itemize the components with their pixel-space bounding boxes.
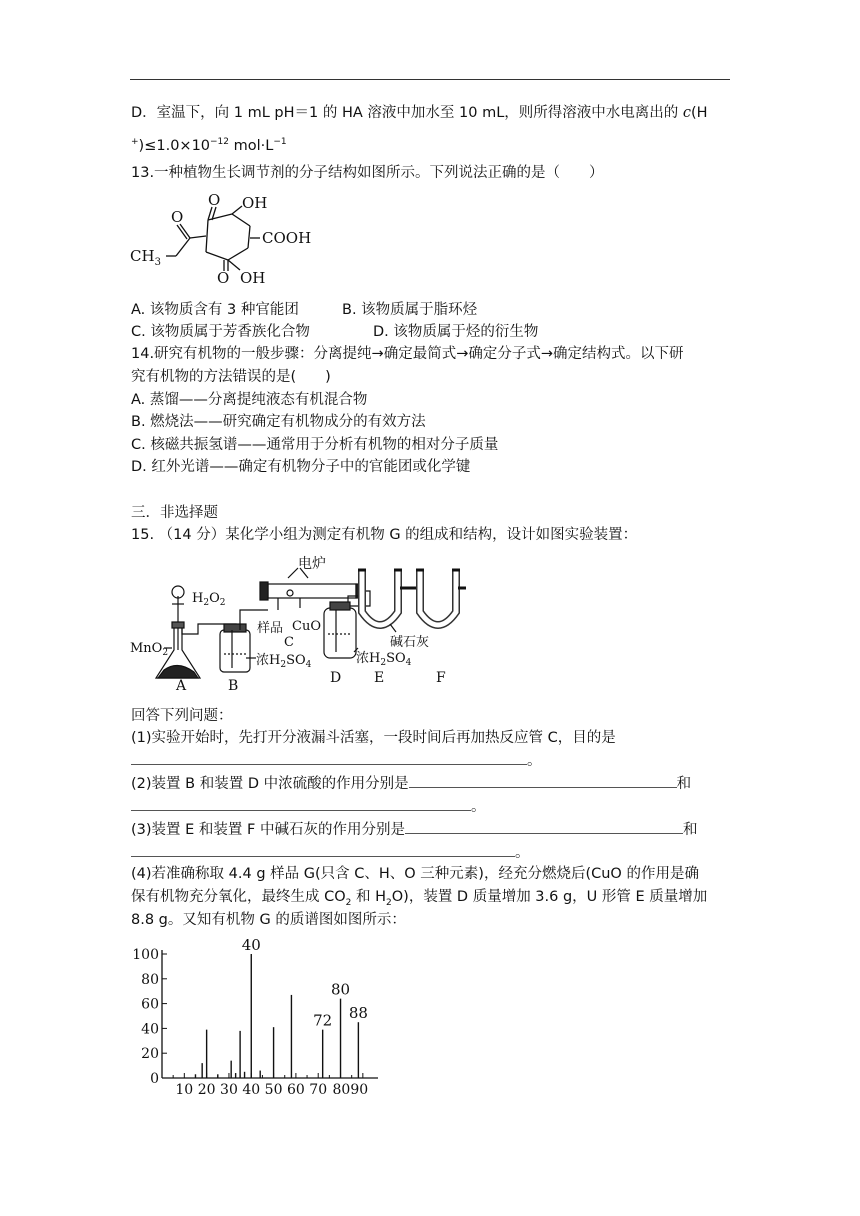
- q13-option-c: C. 该物质属于芳香族化合物: [131, 324, 310, 340]
- option-d-value: )≤1.0×10: [138, 137, 211, 154]
- cuo-label: CuO: [292, 619, 321, 634]
- y-tick-label: 0: [150, 1071, 159, 1087]
- peak-label: 40: [241, 938, 261, 954]
- label-e: E: [374, 670, 385, 686]
- label-a: A: [176, 678, 187, 692]
- option-d-h: (H: [691, 105, 708, 121]
- q14-option-b: B. 燃烧法——研究确定有机物成分的有效方法: [131, 414, 426, 430]
- answer-heading: 回答下列问题：: [131, 708, 233, 724]
- part-2-text: (2)装置 B 和装置 D 中浓硫酸的作用分别是 和: [131, 773, 691, 794]
- y-tick-label: 80: [141, 971, 159, 988]
- part-4-line-2: 保有机物充分氧化，最终生成 $CO_2$ 和 $H_2O$)，装置 D 质量增加 3.6 g，U 形管 E 质量增加: [131, 889, 708, 908]
- bottle-d: [324, 608, 356, 658]
- part-3-blank-line: 。: [131, 842, 530, 863]
- mno2-label: MnO$_2$: [130, 641, 169, 658]
- exp-sup: −12: [210, 137, 230, 147]
- peak-label: 80: [330, 980, 351, 999]
- section-3-heading: 三．非选择题: [131, 505, 218, 521]
- x-tick-label: 10: [175, 1082, 194, 1098]
- apparatus-diagram: [128, 552, 468, 692]
- peak-label: 72: [313, 1011, 333, 1030]
- answer-blank[interactable]: [131, 842, 515, 857]
- peak-label: 88: [348, 1004, 368, 1023]
- q13-stem: 13.一种植物生长调节剂的分子结构如图所示。下列说法正确的是（ ）: [131, 165, 604, 181]
- y-tick-label: 100: [132, 947, 159, 963]
- x-tick-label: 70: [309, 1082, 328, 1098]
- x-tick-label: 40: [242, 1082, 261, 1098]
- x-tick-label: 20: [197, 1082, 216, 1098]
- part-4-line-3: 8.8 g。又知有机物 G 的质谱图如图所示：: [131, 912, 406, 928]
- part-1-text: (1)实验开始时，先打开分液漏斗活塞，一段时间后再加热反应管 C，目的是: [131, 730, 616, 746]
- answer-blank[interactable]: [131, 796, 471, 811]
- x-tick-label: 60: [286, 1082, 305, 1098]
- option-d-text: D．室温下，向 1 mL pH＝1 的 HA 溶液中加水至 10 mL，则所得溶液中水电离出的: [131, 105, 683, 121]
- q14-stem-2: 究有机物的方法错误的是( ): [131, 369, 331, 385]
- mol-oh-bottom: OH: [240, 269, 266, 287]
- q14-stem-1: 14.研究有机物的一般步骤：分离提纯→确定最简式→确定分子式→确定结构式。以下研: [131, 346, 684, 362]
- label-d: D: [330, 670, 342, 686]
- option-d-c-italic: c: [682, 105, 692, 121]
- label-b: B: [228, 678, 239, 692]
- plus-sup: +: [131, 137, 139, 147]
- answer-blank[interactable]: [405, 819, 683, 834]
- q14-option-c: C. 核磁共振氢谱——通常用于分析有机物的相对分子质量: [131, 437, 499, 453]
- answer-blank[interactable]: [131, 750, 527, 765]
- mol-oh-top: OH: [242, 194, 268, 212]
- furnace-label: 电炉: [298, 556, 326, 572]
- q13-option-a: A. 该物质含有 3 种官能团: [131, 302, 299, 318]
- q14-option-a: A. 蒸馏——分离提纯液态有机混合物: [131, 392, 368, 408]
- acid-d-label: 浓$H_2SO_4$: [356, 651, 412, 668]
- mass-spectrum-chart: [128, 938, 388, 1100]
- sample-label: 样品: [257, 621, 284, 636]
- y-tick-label: 40: [141, 1021, 159, 1038]
- q12-option-d: [131, 103, 708, 123]
- header-rule: [130, 79, 730, 80]
- q13-option-d: D. 该物质属于烃的衍生物: [373, 324, 539, 340]
- tube-c-label: C: [284, 635, 294, 650]
- mol-cooh: COOH: [262, 229, 312, 247]
- soda-lime-label: 碱石灰: [390, 635, 430, 650]
- answer-blank[interactable]: [409, 773, 677, 788]
- x-tick-label: 8090: [332, 1082, 369, 1098]
- q12-option-d-cont: [131, 132, 287, 156]
- mol-o-top: O: [208, 191, 221, 209]
- acid-b-label: 浓$H_2SO_4$: [256, 653, 312, 670]
- mol-o-bottom: O: [217, 269, 230, 287]
- label-f: F: [436, 670, 446, 686]
- q14-option-d: D. 红外光谱——确定有机物分子中的官能团或化学键: [131, 459, 471, 475]
- option-d-unit: mol·L: [229, 137, 274, 154]
- x-tick-label: 30: [220, 1082, 238, 1098]
- y-tick-label: 60: [141, 996, 159, 1013]
- reaction-tube-c: [268, 584, 356, 598]
- part-4-line-1: (4)若准确称取 4.4 g 样品 G(只含 C、H、O 三种元素)，经充分燃烧后(CuO 的作用是确: [131, 866, 699, 882]
- q15-stem: 15. （14 分）某化学小组为测定有机物 G 的组成和结构，设计如图实验装置：: [131, 527, 638, 543]
- unit-exp-sup: −1: [273, 137, 287, 147]
- molecule-structure: [128, 190, 328, 290]
- part-1-blank-line: 。: [131, 750, 542, 771]
- q13-option-b: B. 该物质属于脂环烃: [342, 302, 478, 318]
- h2o2-label: $H_2O_2$: [192, 591, 226, 608]
- mol-o-side: O: [171, 208, 184, 226]
- part-2-blank-line: 。: [131, 796, 486, 817]
- part-3-text: (3)装置 E 和装置 F 中碱石灰的作用分别是 和: [131, 819, 697, 840]
- bottle-b: [220, 630, 250, 672]
- x-tick-label: 50: [264, 1082, 283, 1098]
- y-tick-label: 20: [141, 1046, 159, 1063]
- mol-ch3: $CH_3$: [130, 247, 161, 268]
